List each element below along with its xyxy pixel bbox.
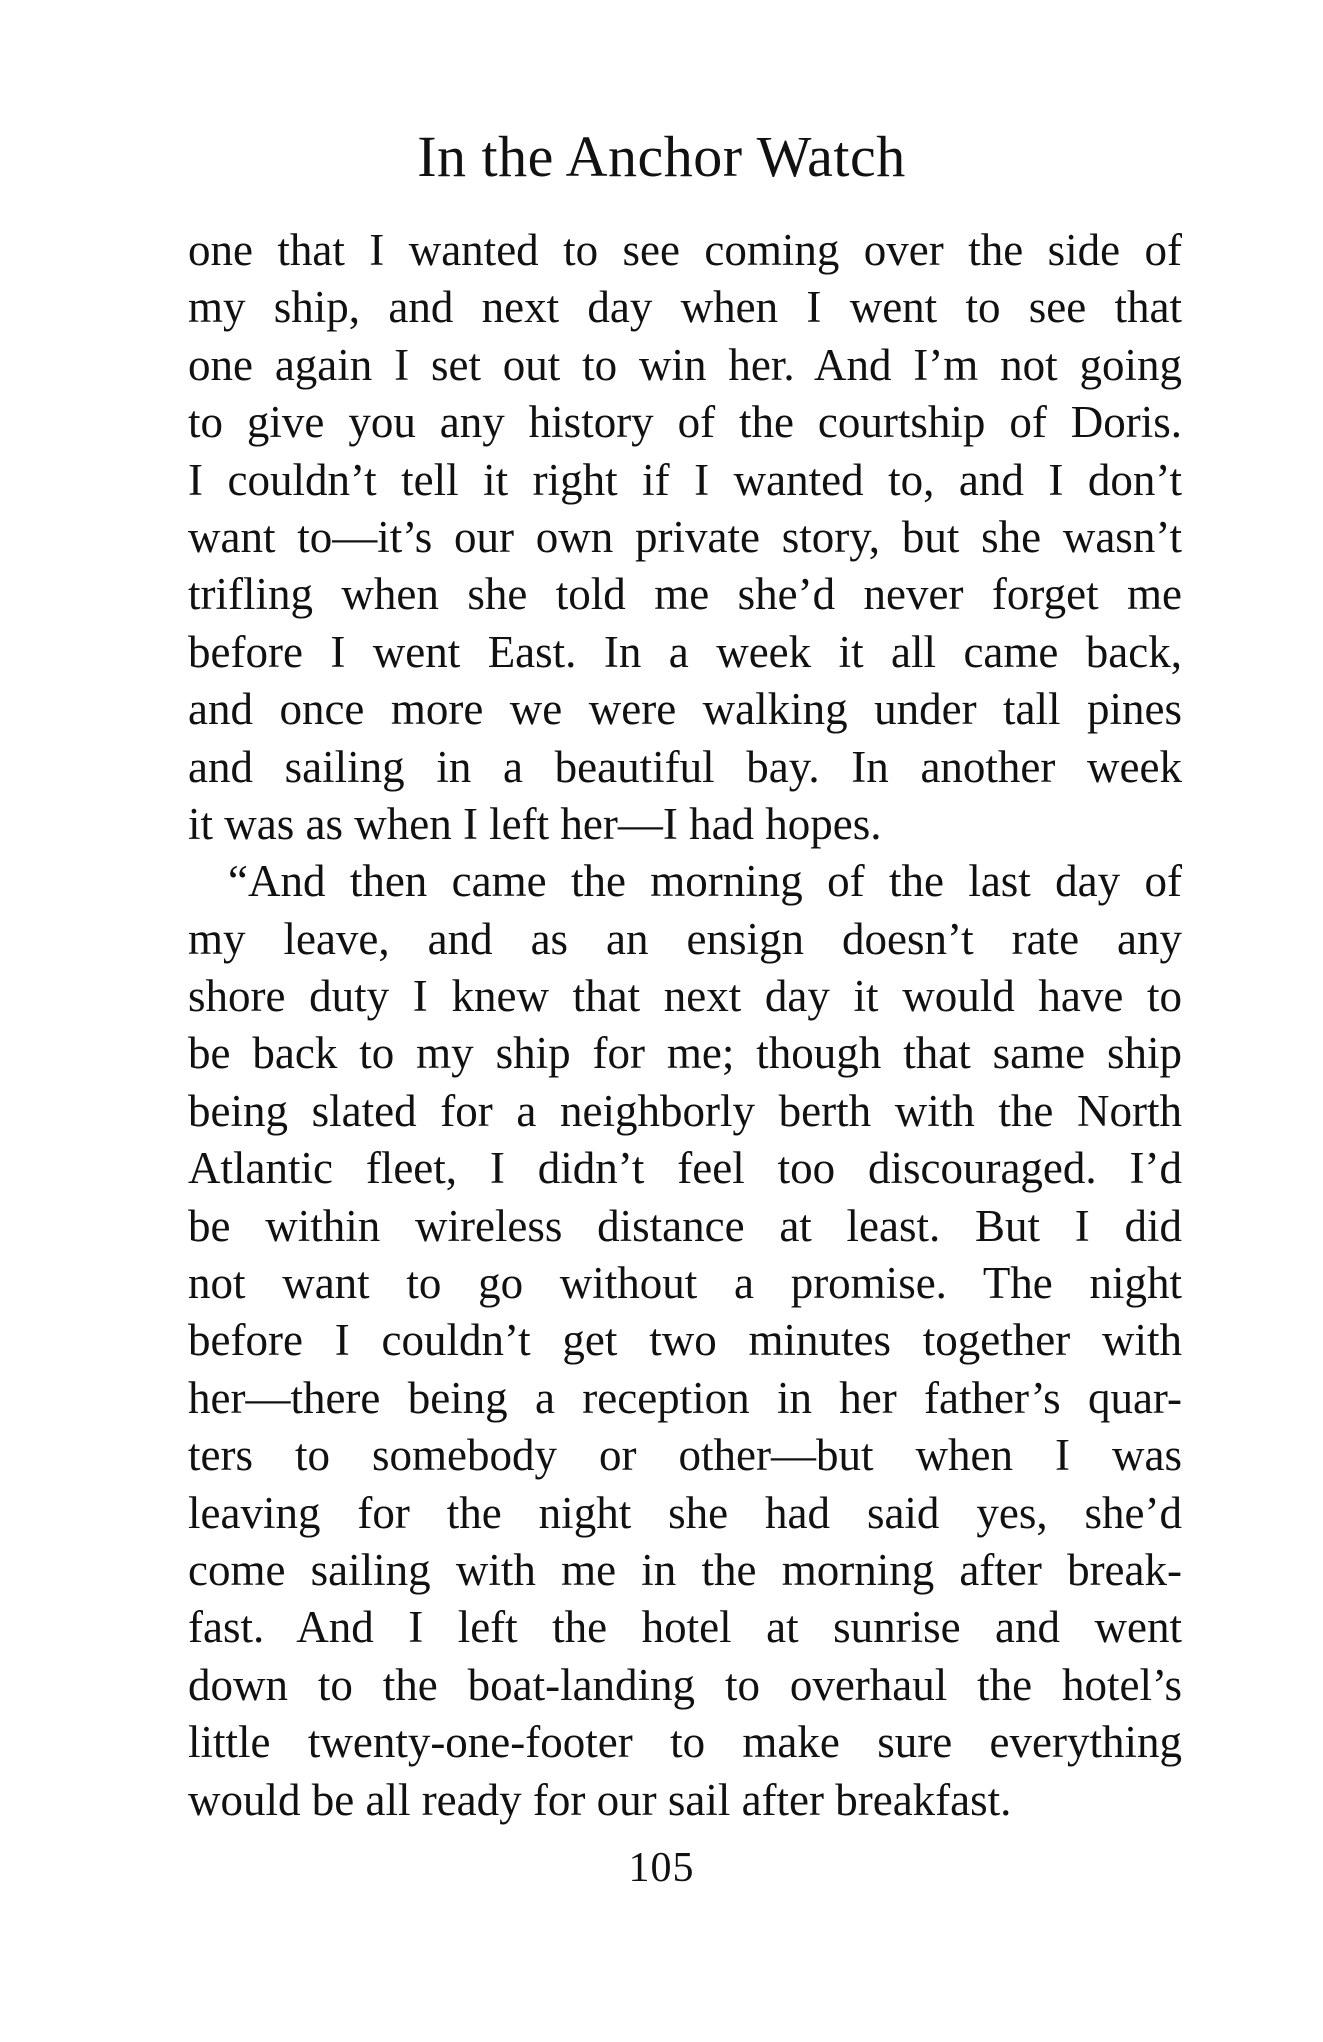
page-number: 105 <box>628 1845 695 1891</box>
text-line: down to the boat-landing to overhaul the hotel’s <box>188 1659 1182 1710</box>
text-line: before I went East. In a week it all came back, <box>188 626 1182 677</box>
text-line: fast. And I left the hotel at sunrise and went <box>188 1602 1182 1653</box>
text-line: my leave, and as an ensign doesn’t rate any <box>188 913 1182 964</box>
text-line: ters to somebody or other—but when I was <box>188 1430 1182 1481</box>
text-line: be back to my ship for me; though that same ship <box>188 1028 1182 1079</box>
text-line: come sailing with me in the morning after break- <box>188 1544 1182 1595</box>
text-line: one again I set out to win her. And I’m not going <box>188 339 1182 390</box>
text-line: to give you any history of the courtship of Doris. <box>188 397 1182 448</box>
text-line: I couldn’t tell it right if I wanted to, and I don’t <box>188 454 1182 505</box>
text-line: being slated for a neighborly berth with the North <box>188 1085 1182 1136</box>
text-line: leaving for the night she had said yes, she’d <box>188 1487 1182 1538</box>
text-line: want to—it’s our own private story, but she wasn’t <box>188 511 1182 562</box>
text-line: little twenty-one-footer to make sure everything <box>188 1717 1182 1768</box>
text-line: before I couldn’t get two minutes together with <box>188 1315 1182 1366</box>
text-line: Atlantic fleet, I didn’t feel too discouraged. I’d <box>188 1143 1182 1194</box>
text-line: one that I wanted to see coming over the side of <box>188 225 1182 275</box>
text-line: shore duty I knew that next day it would have to <box>188 971 1182 1022</box>
text-line: and once more we were walking under tall pines <box>188 684 1182 735</box>
text-line: trifling when she told me she’d never forget me <box>188 569 1182 620</box>
running-head: In the Anchor Watch <box>417 124 906 189</box>
paragraph-end-line: it was as when I left her—I had hopes. <box>188 798 882 849</box>
text-line: my ship, and next day when I went to see that <box>188 282 1182 333</box>
body-text <box>188 222 1182 1829</box>
text-line: not want to go without a promise. The night <box>188 1258 1182 1309</box>
paragraph-end-line: would be all ready for our sail after breakfast. <box>188 1774 1012 1825</box>
text-line: her—there being a reception in her father’s quar- <box>188 1372 1182 1423</box>
text-line: and sailing in a beautiful bay. In another week <box>188 741 1182 792</box>
paragraph-first-line: “And then came the morning of the last day of <box>228 856 1182 907</box>
text-line: be within wireless distance at least. But I did <box>188 1200 1182 1251</box>
